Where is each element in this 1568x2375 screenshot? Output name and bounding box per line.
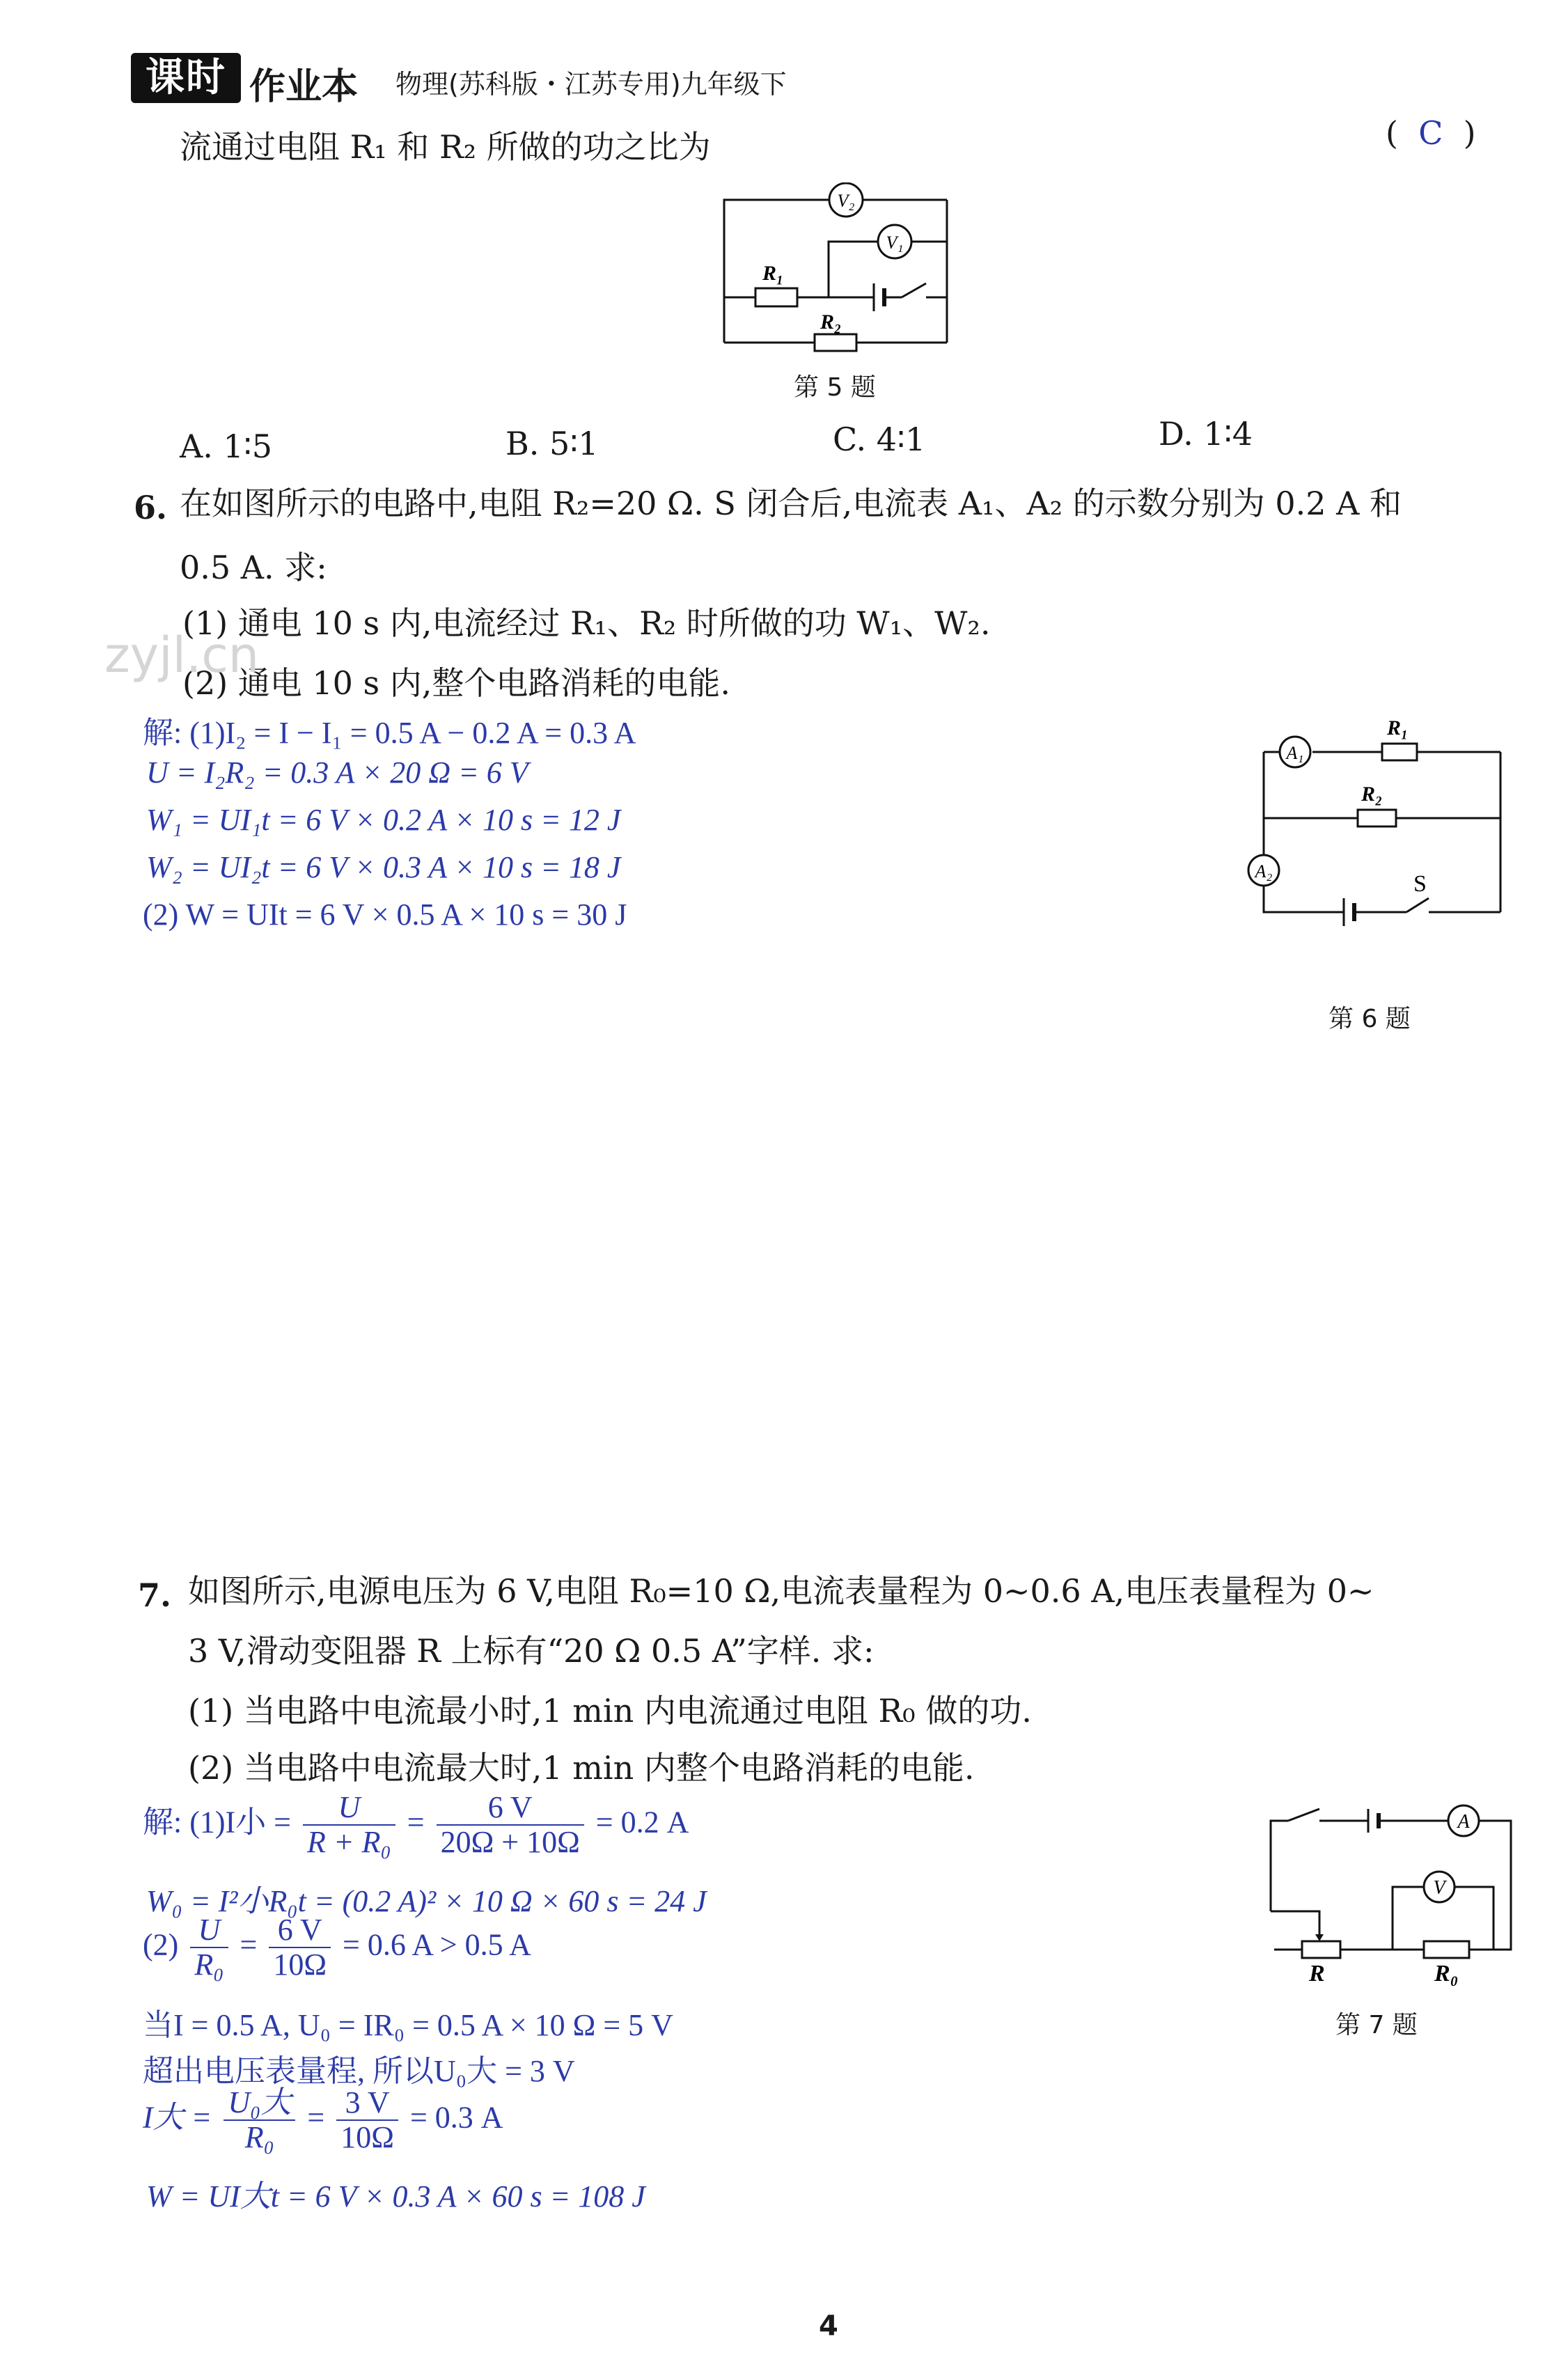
q7-solution-3: (2) $\frac{U}{\text{R₀}}$ = $\frac{6 V}{10\Omega}$ = 0.6 A > 0.5 A	[143, 1913, 531, 1982]
q5-v2-label: V₂	[837, 191, 855, 211]
q6-circuit	[1246, 703, 1511, 933]
q5-answer-bracket: ( C )	[1386, 114, 1476, 152]
q7-r0-label: R₀	[1434, 1961, 1459, 1986]
q6-line2: 0.5 A. 求:	[180, 549, 327, 586]
watermark: zyjl.cn	[104, 627, 260, 684]
q5-r2-label: R₂	[820, 311, 842, 334]
q5-option-c: C. 4∶1	[833, 421, 926, 458]
q6-r1-label: R₁	[1387, 716, 1409, 739]
q7-solution-6: I大 = $\frac{\text{U₀大}}{\text{R₀}}$ = $\frac{3 V}{10\Omega}$ = 0.3 A	[143, 2085, 503, 2155]
q7-solution-4: 当I = 0.5 A, U₀ = IR₀ = 0.5 A × 10 Ω = 5 V	[143, 2008, 673, 2042]
q5-circuit	[717, 182, 968, 356]
q7-solution-1: 解: (1)I小 = $\frac{U}{\text{R + R₀}}$ = $\frac{6 V}{20\Omega + 10\Omega}$ = 0.2 A	[143, 1790, 689, 1860]
q7-solution-7: W = UI大t = 6 V × 0.3 A × 60 s = 108 J	[146, 2179, 645, 2213]
q7-figure-caption: 第 7 题	[1335, 2011, 1418, 2039]
q6-a2-label: A₂	[1255, 861, 1273, 881]
q7-solution-5: 超出电压表量程, 所以U₀大 = 3 V	[143, 2054, 575, 2088]
q5-answer: C	[1418, 114, 1443, 152]
q7-a-label: A	[1457, 1811, 1470, 1833]
q7-number: 7.	[138, 1576, 172, 1614]
q7-solution-2: W₀ = I²小R₀t = (0.2 A)² × 10 Ω × 60 s = 24 J	[146, 1884, 707, 1918]
q5-r1-label: R₁	[762, 262, 784, 285]
q7-line1: 如图所示,电源电压为 6 V,电阻 R₀=10 Ω,电流表量程为 0~0.6 A,电压表量程为 0~	[188, 1572, 1374, 1610]
q5-option-b: B. 5∶1	[505, 425, 599, 462]
q6-sub1: (1) 通电 10 s 内,电流经过 R₁、R₂ 时所做的功 W₁、W₂.	[182, 604, 991, 642]
page-number: 4	[819, 2310, 838, 2342]
q5-option-a: A. 1∶5	[180, 428, 272, 465]
q6-number: 6.	[134, 489, 168, 526]
q5-figure-caption: 第 5 题	[794, 373, 876, 402]
q6-solution-4: W₂ = UI₂t = 6 V × 0.3 A × 10 s = 18 J	[146, 850, 621, 884]
q6-solution-1: 解: (1)I₂ = I − I₁ = 0.5 A − 0.2 A = 0.3 A	[143, 716, 636, 750]
book-title: 作业本	[249, 66, 359, 108]
q5-stem: 流通过电阻 R₁ 和 R₂ 所做的功之比为	[180, 128, 711, 166]
q6-s-label: S	[1413, 871, 1427, 897]
q6-line1: 在如图所示的电路中,电阻 R₂=20 Ω. S 闭合后,电流表 A₁、A₂ 的示数分别为 0.2 A 和	[180, 485, 1402, 522]
q6-figure-caption: 第 6 题	[1328, 1005, 1411, 1033]
q6-sub2: (2) 通电 10 s 内,整个电路消耗的电能.	[182, 664, 731, 702]
q7-line2: 3 V,滑动变阻器 R 上标有“20 Ω 0.5 A”字样. 求:	[188, 1632, 875, 1670]
q6-r2-label: R₂	[1361, 783, 1383, 806]
q6-a1-label: A₁	[1286, 743, 1304, 763]
q7-circuit	[1260, 1782, 1525, 1991]
q7-sub1: (1) 当电路中电流最小时,1 min 内电流通过电阻 R₀ 做的功.	[188, 1692, 1032, 1730]
q7-sub2: (2) 当电路中电流最大时,1 min 内整个电路消耗的电能.	[188, 1749, 975, 1787]
q7-r-label: R	[1309, 1961, 1325, 1986]
logo: 课时	[131, 53, 241, 103]
subject-title: 物理(苏科版・江苏专用)九年级下	[395, 69, 787, 100]
q6-solution-5: (2) W = UIt = 6 V × 0.5 A × 10 s = 30 J	[143, 898, 627, 932]
q5-v1-label: V₁	[886, 233, 904, 253]
q5-option-d: D. 1∶4	[1159, 415, 1253, 453]
q6-solution-2: U = I₂R₂ = 0.3 A × 20 Ω = 6 V	[146, 755, 528, 790]
q6-solution-3: W₁ = UI₁t = 6 V × 0.2 A × 10 s = 12 J	[146, 803, 621, 837]
q7-v-label: V	[1433, 1877, 1445, 1899]
